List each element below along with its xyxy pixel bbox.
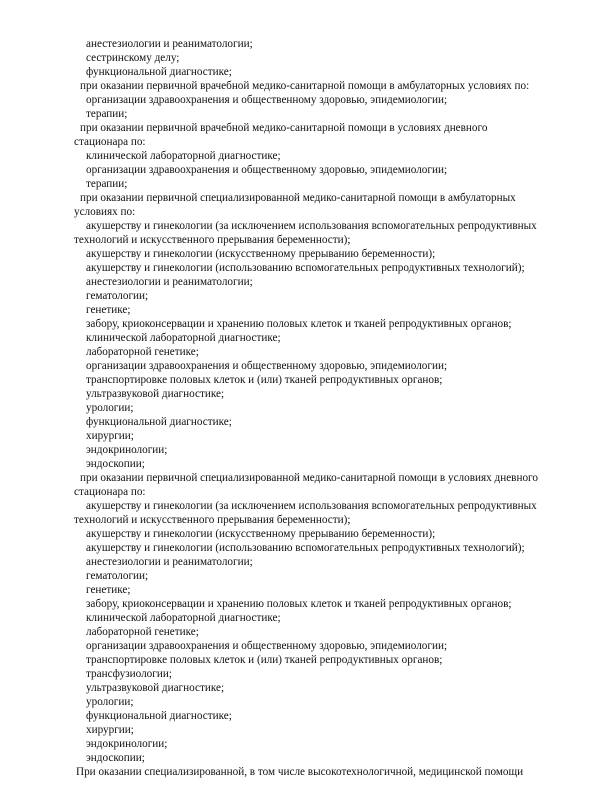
text-line: акушерству и гинекологии (за исключением использования вспомогательных репродуктивных [86,500,537,512]
text-line: хирургии; [86,724,134,736]
text-line: функциональной диагностике; [86,416,232,428]
text-line: при оказании первичной врачебной медико-санитарной помощи в условиях дневного [80,122,488,134]
text-line: лабораторной генетике; [86,346,199,358]
text-line: организации здравоохранения и общественному здоровью, эпидемиологии; [86,94,448,106]
text-line: функциональной диагностике; [86,710,232,722]
text-line: эндоскопии; [86,458,145,470]
text-line: клинической лабораторной диагностике; [86,612,281,624]
text-line: технологий и искусственного прерывания беременности); [74,514,351,526]
text-line: организации здравоохранения и общественному здоровью, эпидемиологии; [86,360,448,372]
text-line: при оказании первичной специализированной медико-санитарной помощи в амбулаторных [80,192,516,204]
text-line: стационара по: [74,136,146,148]
text-line: при оказании первичной специализированной медико-санитарной помощи в условиях дневного [80,472,538,484]
text-line: акушерству и гинекологии (использованию вспомогательных репродуктивных технологий); [86,262,525,274]
text-line: гематологии; [86,290,149,302]
text-line: терапии; [86,108,128,120]
text-line: При оказании специализированной, в том числе высокотехнологичной, медицинской помощи [76,766,524,778]
text-line: организации здравоохранения и общественному здоровью, эпидемиологии; [86,164,448,176]
text-line: генетике; [86,584,131,596]
text-line: транспортировке половых клеток и (или) тканей репродуктивных органов; [86,374,443,386]
text-line: хирургии; [86,430,134,442]
text-line: генетике; [86,304,131,316]
text-line: технологий и искусственного прерывания беременности); [74,234,351,246]
text-line: ультразвуковой диагностике; [86,682,225,694]
text-line: акушерству и гинекологии (за исключением использования вспомогательных репродуктивных [86,220,537,232]
text-line: эндокринологии; [86,738,168,750]
text-line: функциональной диагностике; [86,66,232,78]
text-line: анестезиологии и реаниматологии; [86,276,253,288]
text-line: акушерству и гинекологии (использованию вспомогательных репродуктивных технологий); [86,542,525,554]
text-line: стационара по: [74,486,146,498]
text-line: трансфузиологии; [86,668,172,680]
text-line: организации здравоохранения и общественному здоровью, эпидемиологии; [86,640,448,652]
text-line: урологии; [86,696,134,708]
text-line: лабораторной генетике; [86,626,199,638]
text-line: при оказании первичной врачебной медико-санитарной помощи в амбулаторных условиях по: [80,80,530,92]
text-line: сестринскому делу; [86,52,180,64]
text-line: урологии; [86,402,134,414]
text-line: терапии; [86,178,128,190]
text-line: забору, криоконсервации и хранению половых клеток и тканей репродуктивных органов; [86,598,512,610]
text-line: клинической лабораторной диагностике; [86,150,281,162]
text-line: эндокринологии; [86,444,168,456]
text-line: акушерству и гинекологии (искусственному прерыванию беременности); [86,248,436,260]
text-line: ультразвуковой диагностике; [86,388,225,400]
text-line: клинической лабораторной диагностике; [86,332,281,344]
text-line: транспортировке половых клеток и (или) тканей репродуктивных органов; [86,654,443,666]
text-line: гематологии; [86,570,149,582]
text-line: забору, криоконсервации и хранению половых клеток и тканей репродуктивных органов; [86,318,512,330]
text-line: анестезиологии и реаниматологии; [86,38,253,50]
text-line: анестезиологии и реаниматологии; [86,556,253,568]
text-line: эндоскопии; [86,752,145,764]
text-line: акушерству и гинекологии (искусственному прерыванию беременности); [86,528,436,540]
text-line: условиях по: [74,206,136,218]
